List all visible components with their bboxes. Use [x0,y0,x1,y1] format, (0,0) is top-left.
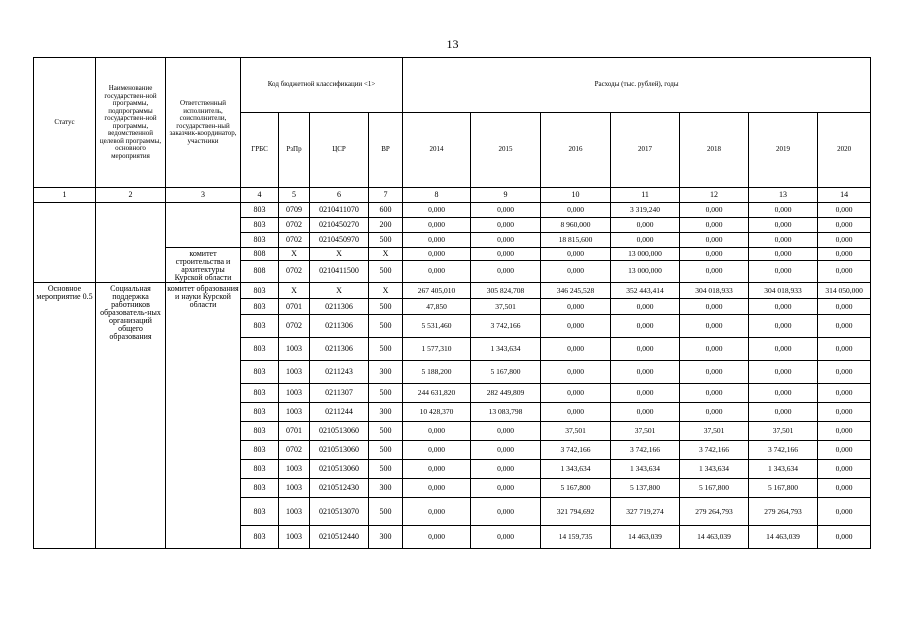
y2017-cell: 0,000 [611,403,680,422]
y2014-cell: 267 405,010 [403,283,471,299]
y2020-cell: 0,000 [818,260,871,282]
y2019-cell: 304 018,933 [749,283,818,299]
executor-cell-empty [166,203,241,248]
y2018-cell: 1 343,634 [680,460,749,479]
y2020-cell: 0,000 [818,248,871,261]
y2018-cell: 0,000 [680,203,749,218]
table-row [34,283,871,299]
vr-cell: 200 [369,218,403,233]
y2018-cell: 14 463,039 [680,526,749,549]
column-number: 5 [279,188,310,203]
csr-cell: 0210450970 [310,233,369,248]
y2019-cell: 5 167,800 [749,479,818,498]
grbs-cell: 803 [241,218,279,233]
vr-cell: 500 [369,260,403,282]
rzpr-cell: 0702 [279,441,310,460]
vr-cell: 300 [369,526,403,549]
y2019-cell: 0,000 [749,203,818,218]
y2020-cell: 314 050,000 [818,283,871,299]
vr-cell: 500 [369,299,403,315]
vr-cell: X [369,248,403,261]
header-expenses: Расходы (тыс. рублей), годы [403,58,871,113]
y2014-cell: 0,000 [403,248,471,261]
y2019-cell: 37,501 [749,422,818,441]
vr-cell: 500 [369,233,403,248]
y2017-cell: 327 719,274 [611,498,680,526]
csr-cell: X [310,283,369,299]
y2014-cell: 244 631,820 [403,384,471,403]
rzpr-cell: 0701 [279,422,310,441]
y2020-cell: 0,000 [818,422,871,441]
y2020-cell: 0,000 [818,218,871,233]
header-year: 2016 [541,113,611,188]
column-number: 10 [541,188,611,203]
grbs-cell: 803 [241,498,279,526]
y2014-cell: 47,850 [403,299,471,315]
y2018-cell: 304 018,933 [680,283,749,299]
vr-cell: 300 [369,403,403,422]
csr-cell: 0211307 [310,384,369,403]
y2014-cell: 0,000 [403,218,471,233]
y2020-cell: 0,000 [818,498,871,526]
csr-cell: 0210512440 [310,526,369,549]
y2020-cell: 0,000 [818,233,871,248]
y2018-cell: 0,000 [680,361,749,384]
rzpr-cell: 1003 [279,338,310,361]
y2019-cell: 0,000 [749,260,818,282]
y2016-cell: 37,501 [541,422,611,441]
rzpr-cell: 0702 [279,260,310,282]
y2020-cell: 0,000 [818,479,871,498]
y2017-cell: 3 742,166 [611,441,680,460]
rzpr-cell: 0702 [279,218,310,233]
y2016-cell: 0,000 [541,299,611,315]
budget-table [33,57,871,549]
executor-komitet-stroit: комитет строительства и архитектуры Курской области [166,248,241,283]
y2016-cell: 0,000 [541,384,611,403]
header-vr: ВР [369,113,403,188]
csr-cell: 0210513060 [310,422,369,441]
column-number: 14 [818,188,871,203]
csr-cell: 0211306 [310,315,369,338]
y2016-cell: 0,000 [541,203,611,218]
grbs-cell: 803 [241,203,279,218]
grbs-cell: 803 [241,460,279,479]
y2018-cell: 0,000 [680,384,749,403]
rzpr-cell: 0702 [279,233,310,248]
y2015-cell: 0,000 [471,203,541,218]
y2015-cell: 5 167,800 [471,361,541,384]
y2014-cell: 0,000 [403,526,471,549]
y2016-cell: 0,000 [541,248,611,261]
y2015-cell: 3 742,166 [471,315,541,338]
page-number: 13 [446,37,459,51]
y2020-cell: 0,000 [818,338,871,361]
grbs-cell: 803 [241,422,279,441]
y2015-cell: 0,000 [471,498,541,526]
y2017-cell: 0,000 [611,299,680,315]
table-row [34,203,871,218]
y2016-cell: 8 960,000 [541,218,611,233]
csr-cell: 0210513060 [310,441,369,460]
y2014-cell: 0,000 [403,479,471,498]
y2015-cell: 0,000 [471,260,541,282]
grbs-cell: 803 [241,479,279,498]
vr-cell: 500 [369,498,403,526]
status-osnovnoe-meropriyatie: Основное мероприятие 0.5 [34,283,96,549]
y2015-cell: 0,000 [471,479,541,498]
rzpr-cell: 1003 [279,498,310,526]
name-socialnaya-podderzhka: Социальная поддержка работников образователь-ных организаций общего образования [96,283,166,549]
y2018-cell: 0,000 [680,315,749,338]
column-number: 8 [403,188,471,203]
grbs-cell: 803 [241,233,279,248]
rzpr-cell: 1003 [279,384,310,403]
y2014-cell: 0,000 [403,441,471,460]
column-number: 13 [749,188,818,203]
y2020-cell: 0,000 [818,441,871,460]
csr-cell: 0211243 [310,361,369,384]
y2014-cell: 0,000 [403,260,471,282]
y2017-cell: 0,000 [611,384,680,403]
header-csr: ЦСР [310,113,369,188]
grbs-cell: 808 [241,248,279,261]
column-number: 6 [310,188,369,203]
name-cell-empty [96,203,166,283]
y2014-cell: 0,000 [403,422,471,441]
y2016-cell: 18 815,600 [541,233,611,248]
y2017-cell: 5 137,800 [611,479,680,498]
y2016-cell: 14 159,735 [541,526,611,549]
vr-cell: 500 [369,441,403,460]
y2016-cell: 321 794,692 [541,498,611,526]
rzpr-cell: 1003 [279,361,310,384]
status-cell-empty [34,203,96,283]
column-number: 11 [611,188,680,203]
header-grbs: ГРБС [241,113,279,188]
y2020-cell: 0,000 [818,403,871,422]
vr-cell: 300 [369,361,403,384]
rzpr-cell: 0702 [279,315,310,338]
y2017-cell: 0,000 [611,315,680,338]
y2016-cell: 346 245,528 [541,283,611,299]
y2016-cell: 0,000 [541,403,611,422]
y2019-cell: 279 264,793 [749,498,818,526]
grbs-cell: 803 [241,384,279,403]
y2017-cell: 0,000 [611,361,680,384]
y2014-cell: 5 188,200 [403,361,471,384]
column-number: 2 [96,188,166,203]
grbs-cell: 803 [241,315,279,338]
y2016-cell: 1 343,634 [541,460,611,479]
header-year: 2015 [471,113,541,188]
csr-cell: X [310,248,369,261]
rzpr-cell: 0701 [279,299,310,315]
y2015-cell: 13 083,798 [471,403,541,422]
column-number: 7 [369,188,403,203]
y2016-cell: 3 742,166 [541,441,611,460]
column-number: 12 [680,188,749,203]
y2018-cell: 0,000 [680,248,749,261]
y2019-cell: 0,000 [749,248,818,261]
csr-cell: 0211244 [310,403,369,422]
header-rzpr: РзПр [279,113,310,188]
y2017-cell: 3 319,240 [611,203,680,218]
csr-cell: 0210411070 [310,203,369,218]
vr-cell: 500 [369,384,403,403]
csr-cell: 0210513070 [310,498,369,526]
y2015-cell: 0,000 [471,422,541,441]
y2019-cell: 1 343,634 [749,460,818,479]
y2020-cell: 0,000 [818,460,871,479]
y2014-cell: 1 577,310 [403,338,471,361]
y2019-cell: 0,000 [749,299,818,315]
header-year: 2018 [680,113,749,188]
y2018-cell: 279 264,793 [680,498,749,526]
column-number: 3 [166,188,241,203]
csr-cell: 0211306 [310,338,369,361]
y2015-cell: 0,000 [471,248,541,261]
vr-cell: 600 [369,203,403,218]
y2015-cell: 0,000 [471,526,541,549]
rzpr-cell: 1003 [279,526,310,549]
y2018-cell: 37,501 [680,422,749,441]
header-status: Статус [34,58,96,188]
y2016-cell: 0,000 [541,315,611,338]
y2018-cell: 0,000 [680,299,749,315]
vr-cell: 500 [369,315,403,338]
rzpr-cell: 1003 [279,403,310,422]
grbs-cell: 803 [241,283,279,299]
header-year: 2019 [749,113,818,188]
y2019-cell: 0,000 [749,233,818,248]
y2017-cell: 14 463,039 [611,526,680,549]
vr-cell: 500 [369,338,403,361]
grbs-cell: 803 [241,338,279,361]
y2015-cell: 37,501 [471,299,541,315]
y2019-cell: 0,000 [749,315,818,338]
vr-cell: X [369,283,403,299]
csr-cell: 0210513060 [310,460,369,479]
y2014-cell: 0,000 [403,203,471,218]
column-number: 9 [471,188,541,203]
y2019-cell: 14 463,039 [749,526,818,549]
y2017-cell: 0,000 [611,338,680,361]
y2018-cell: 0,000 [680,233,749,248]
y2017-cell: 13 000,000 [611,248,680,261]
y2018-cell: 0,000 [680,260,749,282]
y2017-cell: 0,000 [611,218,680,233]
y2020-cell: 0,000 [818,526,871,549]
grbs-cell: 803 [241,403,279,422]
y2018-cell: 0,000 [680,403,749,422]
rzpr-cell: X [279,283,310,299]
rzpr-cell: X [279,248,310,261]
y2015-cell: 0,000 [471,441,541,460]
y2019-cell: 0,000 [749,338,818,361]
y2019-cell: 0,000 [749,384,818,403]
header-year: 2020 [818,113,871,188]
y2014-cell: 0,000 [403,460,471,479]
rzpr-cell: 1003 [279,479,310,498]
y2014-cell: 10 428,370 [403,403,471,422]
y2016-cell: 0,000 [541,260,611,282]
rzpr-cell: 1003 [279,460,310,479]
y2018-cell: 0,000 [680,218,749,233]
y2015-cell: 1 343,634 [471,338,541,361]
header-name: Наименование государствен-ной программы, подпрограммы государствен-ной программы, ведомственной целевой программы, основного мероприятия [96,58,166,188]
grbs-cell: 803 [241,441,279,460]
vr-cell: 300 [369,479,403,498]
executor-komitet-obrazovaniya: комитет образования и науки Курской области [166,283,241,549]
y2016-cell: 0,000 [541,338,611,361]
csr-cell: 0210450270 [310,218,369,233]
grbs-cell: 803 [241,526,279,549]
y2015-cell: 305 824,708 [471,283,541,299]
vr-cell: 500 [369,422,403,441]
y2020-cell: 0,000 [818,299,871,315]
csr-cell: 0210512430 [310,479,369,498]
y2015-cell: 0,000 [471,218,541,233]
y2018-cell: 3 742,166 [680,441,749,460]
y2014-cell: 0,000 [403,233,471,248]
y2015-cell: 0,000 [471,233,541,248]
y2017-cell: 13 000,000 [611,260,680,282]
y2016-cell: 0,000 [541,361,611,384]
y2016-cell: 5 167,800 [541,479,611,498]
y2015-cell: 282 449,809 [471,384,541,403]
y2019-cell: 0,000 [749,218,818,233]
header-year: 2017 [611,113,680,188]
vr-cell: 500 [369,460,403,479]
y2019-cell: 3 742,166 [749,441,818,460]
y2014-cell: 5 531,460 [403,315,471,338]
column-number: 1 [34,188,96,203]
y2019-cell: 0,000 [749,361,818,384]
y2017-cell: 1 343,634 [611,460,680,479]
csr-cell: 0211306 [310,299,369,315]
header-budget-code: Код бюджетной классификации <1> [241,58,403,113]
grbs-cell: 808 [241,260,279,282]
y2014-cell: 0,000 [403,498,471,526]
grbs-cell: 803 [241,299,279,315]
y2020-cell: 0,000 [818,203,871,218]
y2020-cell: 0,000 [818,361,871,384]
y2020-cell: 0,000 [818,384,871,403]
y2015-cell: 0,000 [471,460,541,479]
header-year: 2014 [403,113,471,188]
y2017-cell: 352 443,414 [611,283,680,299]
y2018-cell: 5 167,800 [680,479,749,498]
header-executor: Ответственный исполнитель, соисполнители, государствен-ный заказчик-координатор, участники [166,58,241,188]
csr-cell: 0210411500 [310,260,369,282]
grbs-cell: 803 [241,361,279,384]
column-number: 4 [241,188,279,203]
rzpr-cell: 0709 [279,203,310,218]
y2017-cell: 37,501 [611,422,680,441]
y2018-cell: 0,000 [680,338,749,361]
y2017-cell: 0,000 [611,233,680,248]
y2019-cell: 0,000 [749,403,818,422]
y2020-cell: 0,000 [818,315,871,338]
